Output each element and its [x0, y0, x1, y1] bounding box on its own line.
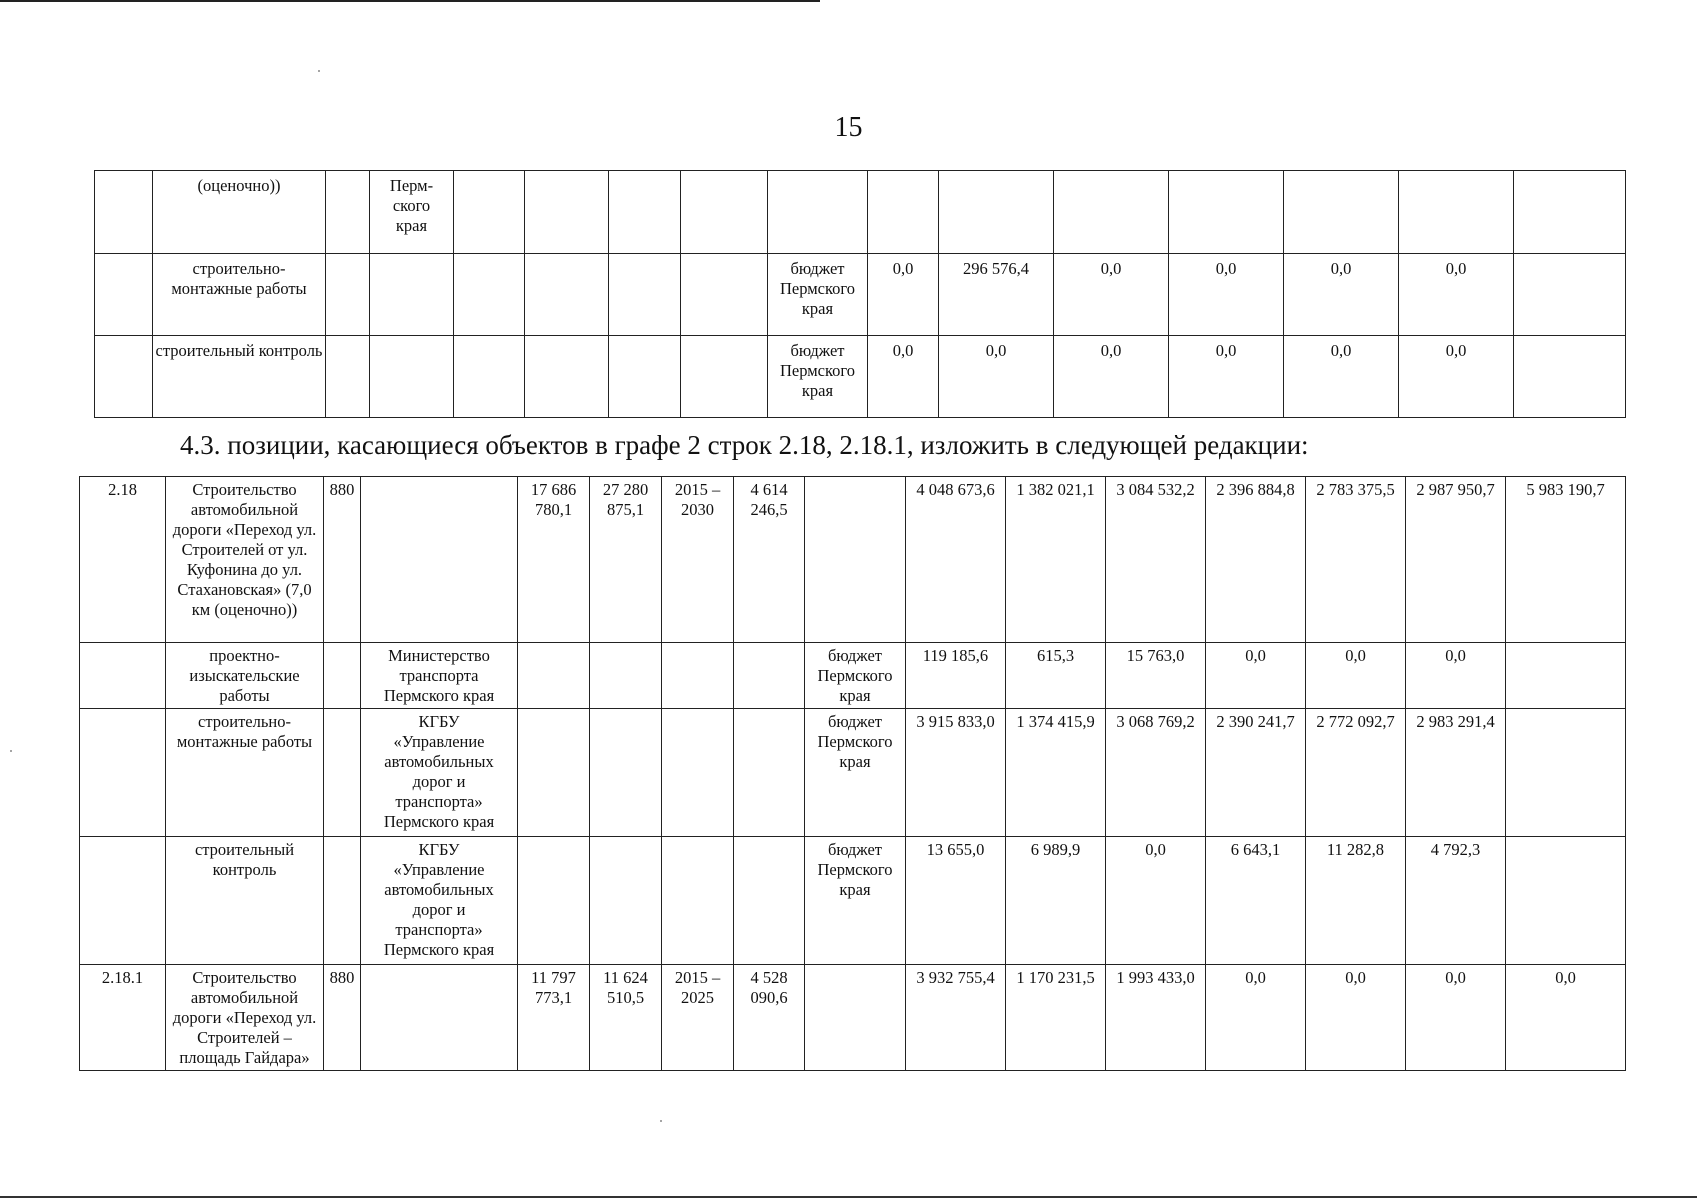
table-cell: 15 763,0: [1106, 643, 1206, 709]
table-cell: [1506, 709, 1626, 837]
table-cell: 0,0: [1306, 965, 1406, 1071]
table-row: [80, 965, 1626, 1071]
table-row: [80, 643, 1626, 709]
table-cell: [805, 477, 906, 643]
table-cell: [734, 709, 805, 837]
table-cell: [590, 709, 662, 837]
table-row: [80, 709, 1626, 837]
table-cell: [734, 643, 805, 709]
table-cell: 2.18: [80, 477, 166, 643]
table-cell: 4 614 246,5: [734, 477, 805, 643]
table-cell: 2 390 241,7: [1206, 709, 1306, 837]
table-cell: 0,0: [1284, 254, 1399, 336]
table-cell: 880: [324, 965, 361, 1071]
table-cell: 2015 – 2030: [662, 477, 734, 643]
table-cell: 0,0: [1406, 965, 1506, 1071]
table-cell: Строительство автомобильной дороги «Переход ул. Строителей – площадь Гайдара»: [166, 965, 324, 1071]
table-cell: 2 783 375,5: [1306, 477, 1406, 643]
table-cell: [95, 336, 153, 418]
table-cell: 2.18.1: [80, 965, 166, 1071]
table-cell: КГБУ «Управление автомобильных дорог и транспорта» Пермского края: [361, 837, 518, 965]
table-cell: 6 989,9: [1006, 837, 1106, 965]
scan-speck: [10, 750, 12, 752]
table-cell: [324, 709, 361, 837]
table-cell: 0,0: [1169, 254, 1284, 336]
table-cell: 296 576,4: [939, 254, 1054, 336]
table-cell: 17 686 780,1: [518, 477, 590, 643]
table-cell: 4 792,3: [1406, 837, 1506, 965]
table-row: [80, 477, 1626, 643]
continuation-table: [94, 170, 1626, 418]
scan-speck: [660, 1120, 662, 1122]
page-number: 15: [834, 112, 863, 143]
table-cell: [939, 171, 1054, 254]
table-cell: 0,0: [1206, 965, 1306, 1071]
table-cell: 1 374 415,9: [1006, 709, 1106, 837]
table-cell: 0,0: [1399, 254, 1514, 336]
table-cell: 0,0: [1054, 336, 1169, 418]
table-cell: бюджет Пермского края: [805, 837, 906, 965]
table-cell: 1 170 231,5: [1006, 965, 1106, 1071]
table-cell: [590, 837, 662, 965]
top-scan-rule: [0, 0, 820, 2]
table-cell: [525, 171, 609, 254]
table-cell: [662, 837, 734, 965]
table-cell: [326, 171, 370, 254]
table-cell: [518, 643, 590, 709]
table-cell: [518, 709, 590, 837]
table-cell: 615,3: [1006, 643, 1106, 709]
table-cell: 0,0: [1284, 336, 1399, 418]
table-cell: 11 797 773,1: [518, 965, 590, 1071]
table-cell: бюджет Пермского края: [768, 336, 868, 418]
table-cell: Строительство автомобильной дороги «Переход ул. Строителей от ул. Куфонина до ул. Стахановская» (7,0 км (оценочно)): [166, 477, 324, 643]
table-cell: [768, 171, 868, 254]
table-cell: проектно-изыскательские работы: [166, 643, 324, 709]
table-cell: [454, 336, 525, 418]
table-cell: бюджет Пермского края: [768, 254, 868, 336]
table-cell: [525, 336, 609, 418]
table-cell: 880: [324, 477, 361, 643]
table-row: [95, 254, 1626, 336]
table-cell: 4 048 673,6: [906, 477, 1006, 643]
table-cell: [454, 171, 525, 254]
table-cell: [805, 965, 906, 1071]
table-row: [80, 837, 1626, 965]
section-heading: 4.3. позиции, касающиеся объектов в графе 2 строк 2.18, 2.18.1, изложить в следующей редакции:: [180, 430, 1309, 460]
table-cell: [326, 336, 370, 418]
table-cell: [370, 336, 454, 418]
table-cell: 13 655,0: [906, 837, 1006, 965]
table-cell: [370, 254, 454, 336]
table-cell: Перм-ского края: [370, 171, 454, 254]
table-cell: 11 624 510,5: [590, 965, 662, 1071]
table-cell: 0,0: [939, 336, 1054, 418]
table-cell: 27 280 875,1: [590, 477, 662, 643]
table-cell: 0,0: [1506, 965, 1626, 1071]
table-cell: [681, 171, 768, 254]
table-cell: [1506, 837, 1626, 965]
table-cell: 2015 – 2025: [662, 965, 734, 1071]
table-cell: бюджет Пермского края: [805, 643, 906, 709]
table-cell: 6 643,1: [1206, 837, 1306, 965]
table-cell: (оценочно)): [153, 171, 326, 254]
table-cell: [1399, 171, 1514, 254]
table-cell: [681, 254, 768, 336]
objects-table: [79, 476, 1626, 1071]
table-cell: 3 084 532,2: [1106, 477, 1206, 643]
table-cell: [1514, 336, 1626, 418]
table-cell: [681, 336, 768, 418]
table-cell: [1514, 171, 1626, 254]
bottom-scan-rule: [0, 1196, 1697, 1198]
table-cell: [518, 837, 590, 965]
table-cell: [1169, 171, 1284, 254]
table-cell: [80, 643, 166, 709]
table-cell: [1514, 254, 1626, 336]
table-cell: строительный контроль: [153, 336, 326, 418]
table-cell: 0,0: [1306, 643, 1406, 709]
table-cell: [1506, 643, 1626, 709]
table-cell: 0,0: [1054, 254, 1169, 336]
table-cell: 4 528 090,6: [734, 965, 805, 1071]
table-cell: бюджет Пермского края: [805, 709, 906, 837]
table-cell: 3 915 833,0: [906, 709, 1006, 837]
table-cell: 0,0: [1106, 837, 1206, 965]
table-cell: строительно-монтажные работы: [153, 254, 326, 336]
table-cell: [662, 709, 734, 837]
table-cell: [95, 171, 153, 254]
table-cell: 119 185,6: [906, 643, 1006, 709]
table-cell: [868, 171, 939, 254]
table-cell: 2 987 950,7: [1406, 477, 1506, 643]
table-cell: [609, 336, 681, 418]
table-cell: строительный контроль: [166, 837, 324, 965]
table-cell: 3 932 755,4: [906, 965, 1006, 1071]
table-cell: 5 983 190,7: [1506, 477, 1626, 643]
table-cell: 1 382 021,1: [1006, 477, 1106, 643]
table-cell: [80, 709, 166, 837]
table-row: [95, 336, 1626, 418]
table-cell: [609, 254, 681, 336]
table-cell: [1054, 171, 1169, 254]
table-cell: 0,0: [1399, 336, 1514, 418]
table-cell: [80, 837, 166, 965]
table-cell: 0,0: [1406, 643, 1506, 709]
table-cell: 2 983 291,4: [1406, 709, 1506, 837]
table-cell: 1 993 433,0: [1106, 965, 1206, 1071]
table-cell: 0,0: [1206, 643, 1306, 709]
table-cell: 2 396 884,8: [1206, 477, 1306, 643]
table-cell: [361, 477, 518, 643]
table-cell: [326, 254, 370, 336]
table-cell: 0,0: [1169, 336, 1284, 418]
table-cell: [609, 171, 681, 254]
table-cell: [734, 837, 805, 965]
scan-speck: [318, 70, 320, 72]
table-cell: 0,0: [868, 254, 939, 336]
table-cell: [454, 254, 525, 336]
table-cell: [590, 643, 662, 709]
table-cell: [324, 643, 361, 709]
table-cell: [1284, 171, 1399, 254]
table-cell: КГБУ «Управление автомобильных дорог и транспорта» Пермского края: [361, 709, 518, 837]
table-cell: [662, 643, 734, 709]
table-cell: [525, 254, 609, 336]
table-cell: 11 282,8: [1306, 837, 1406, 965]
table-cell: [95, 254, 153, 336]
table-cell: строительно-монтажные работы: [166, 709, 324, 837]
table-cell: 0,0: [868, 336, 939, 418]
table-cell: 3 068 769,2: [1106, 709, 1206, 837]
table-cell: 2 772 092,7: [1306, 709, 1406, 837]
table-cell: [361, 965, 518, 1071]
table-row: [95, 171, 1626, 254]
table-cell: [324, 837, 361, 965]
table-cell: Министерство транспорта Пермского края: [361, 643, 518, 709]
